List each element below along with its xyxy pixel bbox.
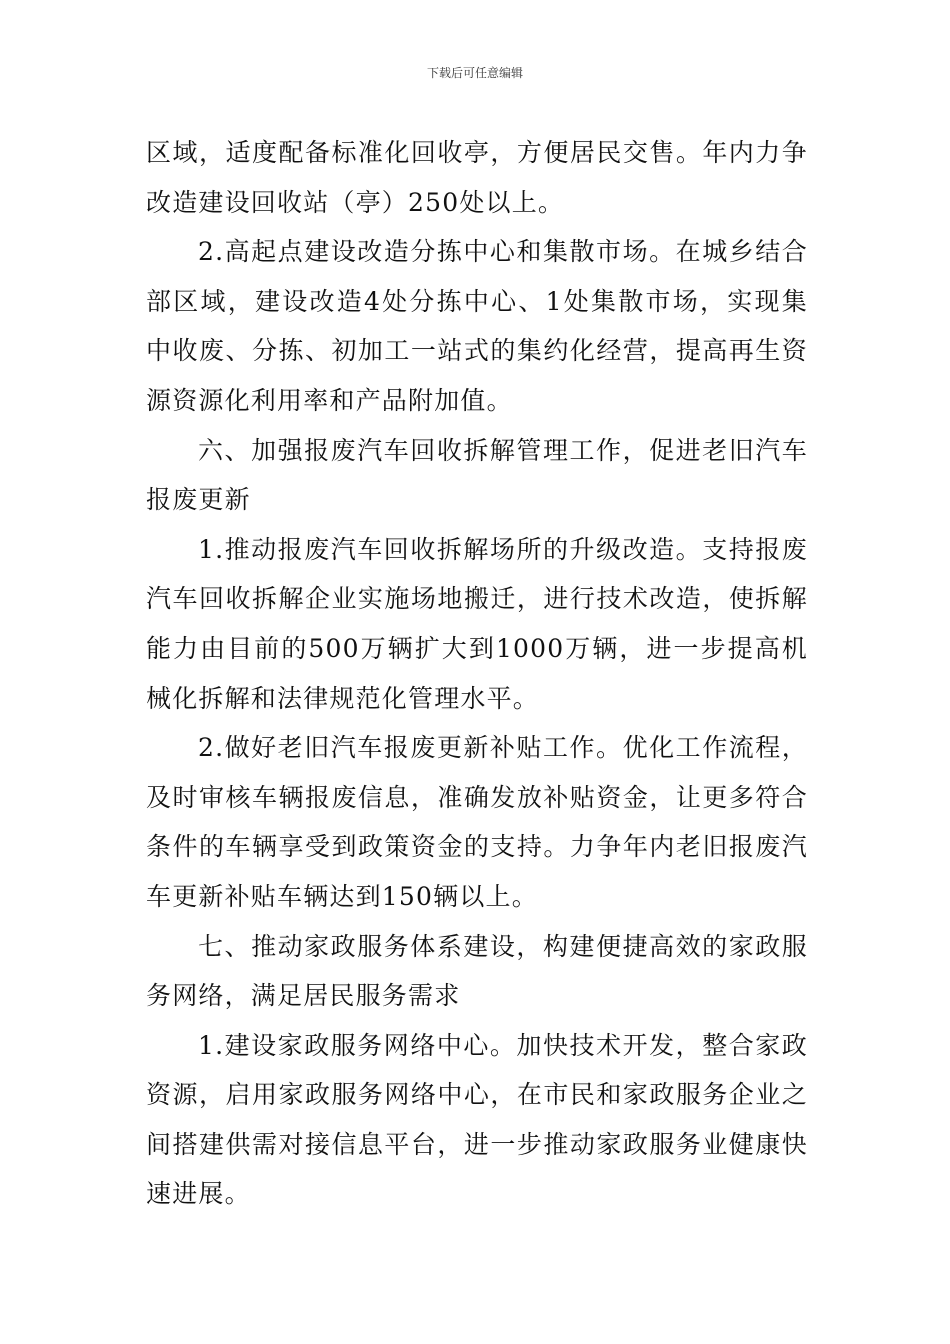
paragraph-item-2-scrappage-subsidy: 2.做好老旧汽车报废更新补贴工作。优化工作流程，及时审核车辆报废信息，准确发放补贴资金，让更多符合条件的车辆享受到政策资金的支持。力争年内老旧报废汽车更新补贴车辆达到150辆以上。	[146, 733, 808, 911]
paragraph-item-1-housekeeping-center: 1.建设家政服务网络中心。加快技术开发，整合家政资源，启用家政服务网络中心，在市民和家政服务企业之间搭建供需对接信息平台，进一步推动家政服务业健康快速进展。	[146, 1030, 808, 1209]
paragraph-item-2-sorting-centers: 2.高起点建设改造分拣中心和集散市场。在城乡结合部区域，建设改造4处分拣中心、1处集散市场，实现集中收废、分拣、初加工一站式的集约化经营，提高再生资源资源化利用率和产品附加值。	[146, 237, 808, 415]
paragraph-item-1-dismantling-upgrade: 1.推动报废汽车回收拆解场所的升级改造。支持报废汽车回收拆解企业实施场地搬迁，进行技术改造，使拆解能力由目前的500万辆扩大到1000万辆，进一步提高机械化拆解和法律规范化管理水平。	[146, 534, 808, 713]
section-heading-7: 七、推动家政服务体系建设，构建便捷高效的家政服务网络，满足居民服务需求	[146, 931, 808, 1011]
page-header: 下载后可任意编辑	[426, 66, 523, 80]
paragraph-continuation: 区域，适度配备标准化回收亭，方便居民交售。年内力争改造建设回收站（亭）250处以上。	[146, 138, 808, 217]
section-heading-6: 六、加强报废汽车回收拆解管理工作，促进老旧汽车报废更新	[146, 435, 808, 515]
document-body	[146, 128, 808, 1219]
